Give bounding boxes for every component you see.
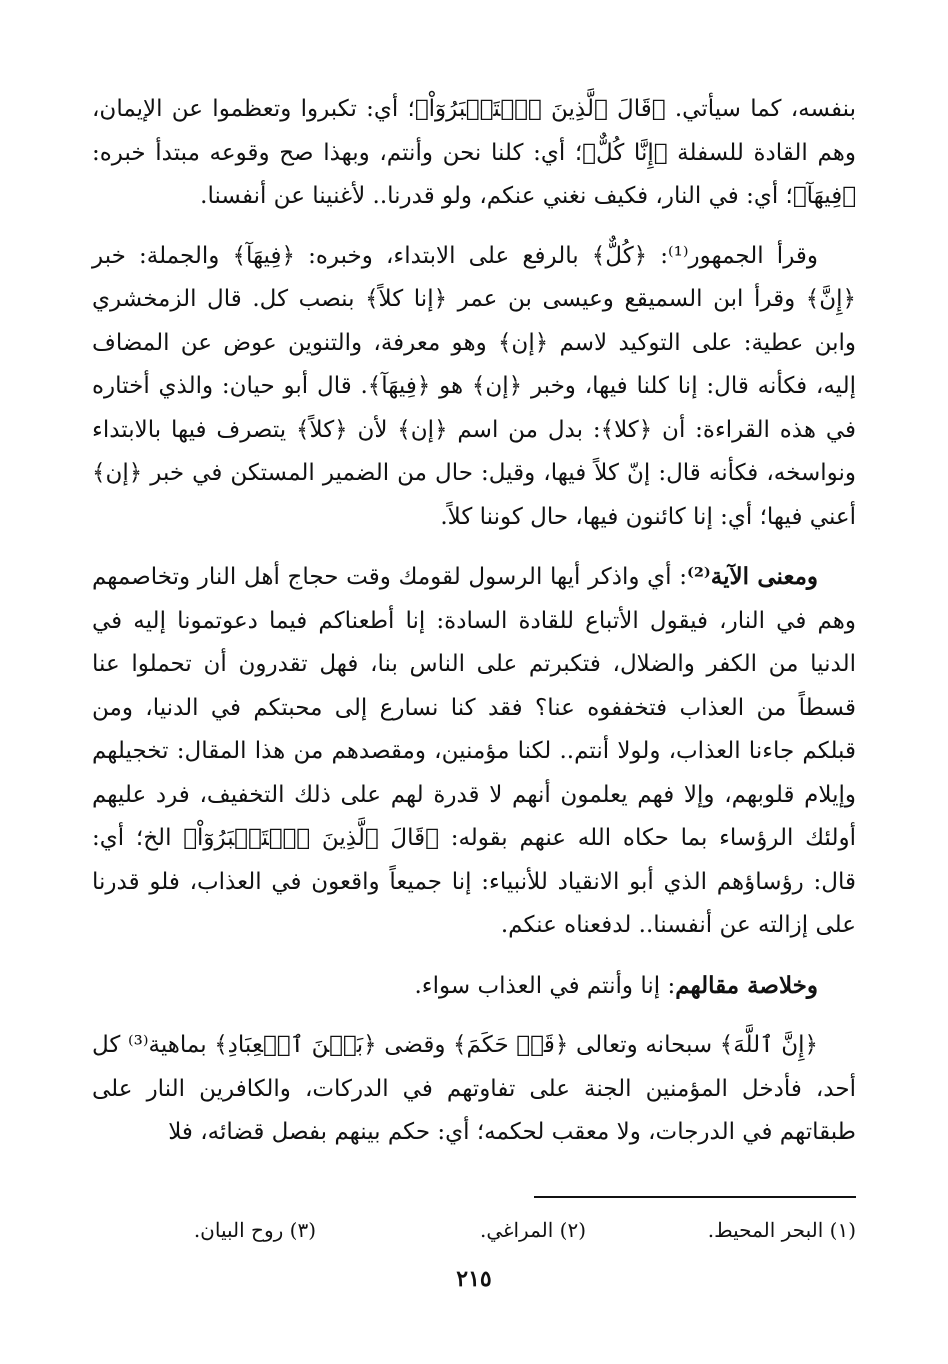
paragraph-3-text: : أي واذكر أيها الرسول لقومك وقت حجاج أهل النار وتخاصمهم وهم في النار، فيقول الأتباع للقادة السادة: إنا أطعناكم فيما دعوتمونا إليه في الدنيا من الكفر والضلال، فتكبرتم على الناس بنا، فهل تقدرون أن تحملوا عنا قسطاً من العذاب فتخففوه عنا؟ فقد كنا نسارع إلى محبتكم في الدنيا، ومن قبلكم جاءنا العذاب، ولولا أنتم.. لكنا مؤمنين، ومقصدهم من هذا المقال: تخجيلهم وإيلام قلوبهم، وإلا فهم يعلمون أنهم لا قدرة لهم على ذلك التخفيف، فرد عليهم أولئك الرؤساء بما حكاه الله عنهم بقوله: ﴿قَالَ ٱلَّذِينَ ٱسۡتَكۡبَرُوٓاْ﴾ الخ؛ أي: قال: رؤساؤهم الذي أبو الانقياد للأنبياء: إنا جميعاً واقعون في العذاب، فلو قدرنا على إزالته عن أنفسنا.. لدفعناه عنكم. — [92, 564, 856, 938]
paragraph-2: وقرأ الجمهور⁽¹⁾: ﴿كُلٌّ﴾ بالرفع على الابتداء، وخبره: ﴿فِيهَآ﴾ والجملة: خبر ﴿إِنَّ﴾ وقرأ ابن السميقع وعيسى بن عمر ﴿إنا كلاً﴾ بنصب كل. قال الزمخشري وابن عطية: على التوكيد لاسم ﴿إن﴾ وهو معرفة، والتنوين عوض عن المضاف إليه، فكأنه قال: إنا كلنا فيها، وخبر ﴿إن﴾ هو ﴿فِيهَآ﴾. قال أبو حيان: والذي أختاره في هذه القراءة: أن ﴿كلا﴾: بدل من اسم ﴿إن﴾ لأن ﴿كلاً﴾ يتصرف فيها بالابتداء ونواسخه، فكأنه قال: إنّ كلاً فيها، وقيل: حال من الضمير المستكن في خبر ﴿إن﴾ أعني فيها؛ أي: إنا كائنون فيها، حال كوننا كلاً. — [92, 242, 856, 530]
footnote-separator — [534, 1196, 856, 1198]
footnote-1: (١) البحر المحيط. — [707, 1218, 856, 1242]
page-number: ٢١٥ — [456, 1266, 492, 1292]
footnote-3: (٣) روح البيان. — [193, 1218, 316, 1242]
paragraph-4-text: : إنا وأنتم في العذاب سواء. — [414, 972, 676, 999]
paragraph-3-heading: ومعنى الآية⁽²⁾ — [686, 563, 819, 590]
paragraph-4-heading: وخلاصة مقالهم — [675, 971, 818, 999]
footnotes — [96, 1218, 856, 1242]
paragraph-5: ﴿إِنَّ ٱللَّهَ﴾ سبحانه وتعالى ﴿قَدۡ حَكَمَ﴾ وقضى ﴿بَيۡنَ ٱلۡعِبَادِ﴾ بماهية⁽³⁾ كل أحد، فأدخل المؤمنين الجنة على تفاوتهم في الدركات، والكافرين النار على طبقاتهم في الدرجات، ولا معقب لحكمه؛ أي: حكم بينهم بفصل قضائه، فلا — [92, 1032, 856, 1145]
footnote-2: (٢) المراغي. — [479, 1218, 586, 1242]
paragraph-4 — [92, 964, 856, 1009]
paragraph-1: بنفسه، كما سيأتي. ﴿قَالَ ٱلَّذِينَ ٱسۡتَكۡبَرُوٓاْ﴾؛ أي: تكبروا وتعظموا عن الإيمان، وهم القادة للسفلة ﴿إِنَّا كُلٌّ﴾؛ أي: كلنا نحن وأنتم، وبهذا صح وقوعه مبتدأ خبره: ﴿فِيهَآ﴾؛ أي: في النار، فكيف نغني عنكم، ولو قدرنا.. لأغنينا عن أنفسنا. — [92, 96, 856, 209]
page-body — [92, 88, 856, 1155]
paragraph-3 — [92, 555, 856, 948]
